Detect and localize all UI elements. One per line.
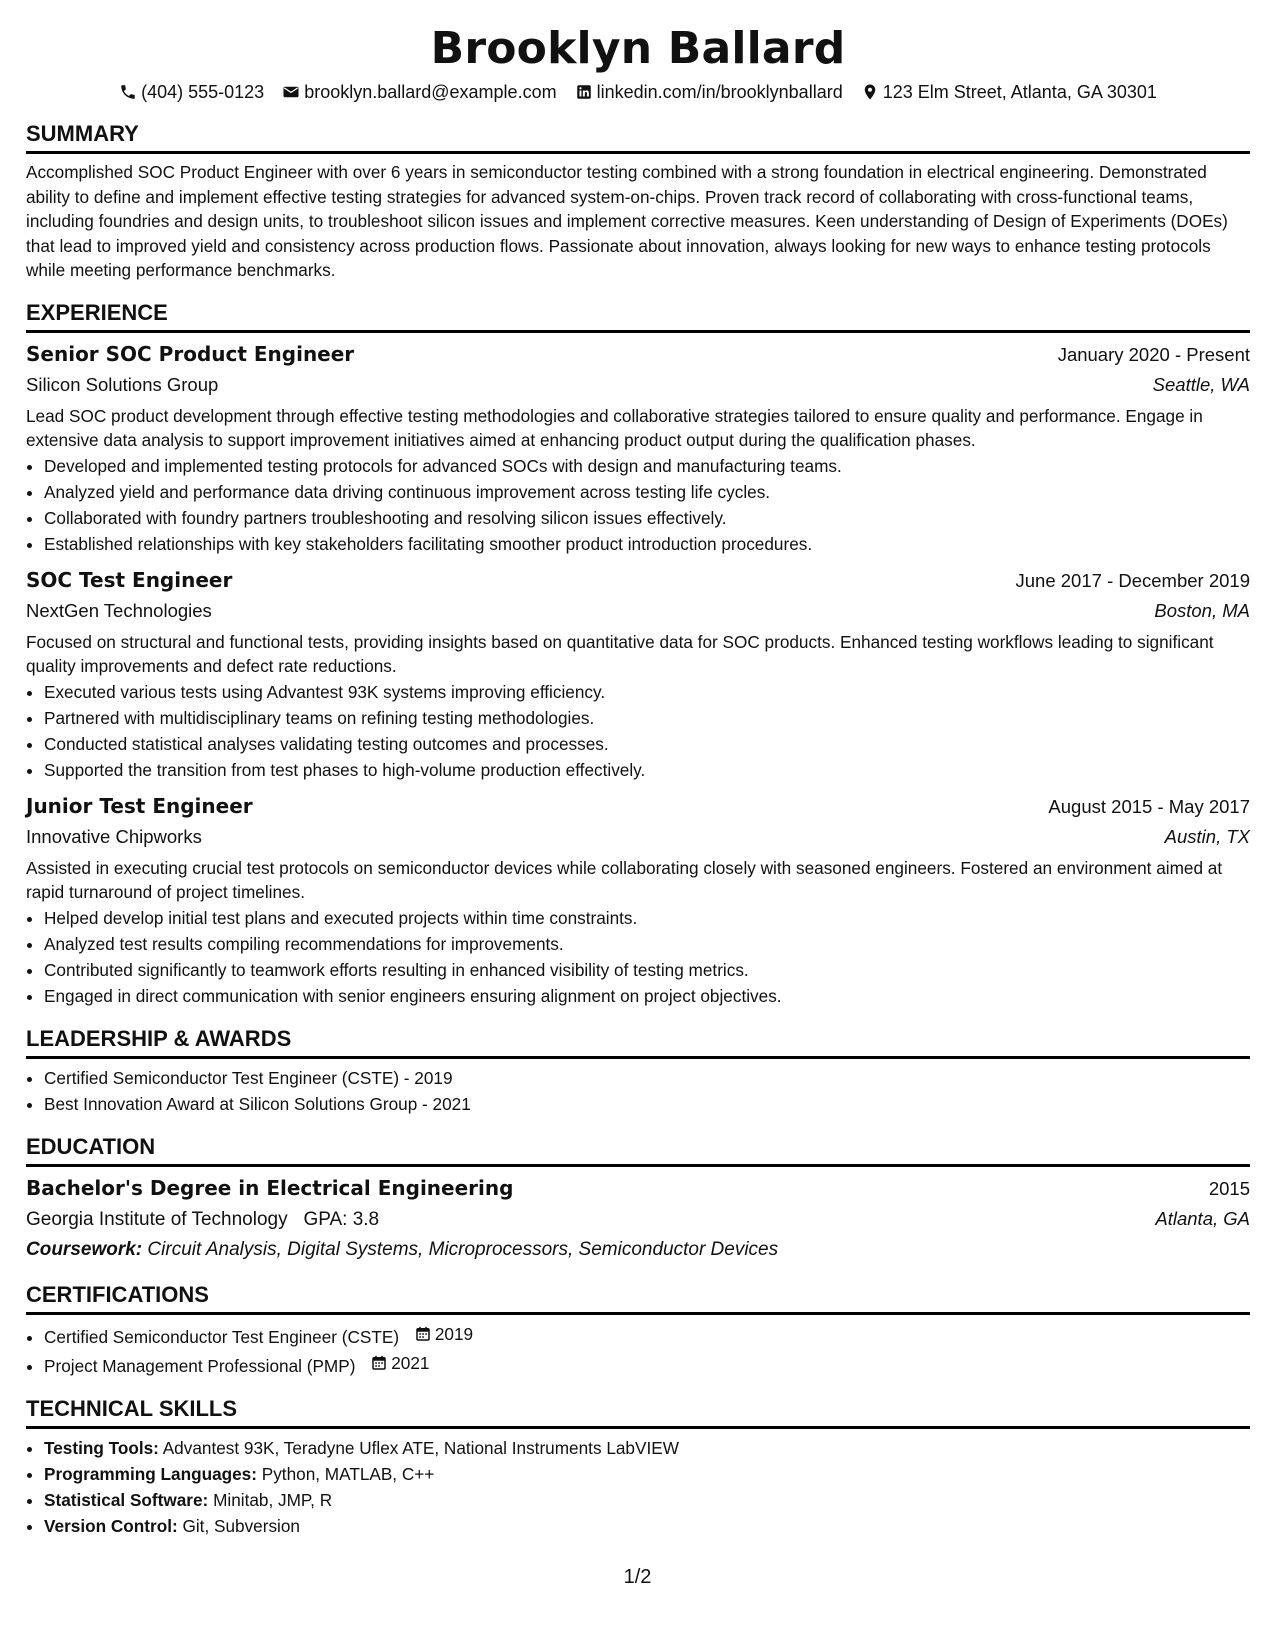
skill-value: Python, MATLAB, C++ [261,1463,435,1484]
cert-year: 2021 [391,1352,430,1373]
job-title: Senior SOC Product Engineer [26,341,355,366]
job-location: Boston, MA [1154,599,1250,621]
skill-value: Minitab, JMP, R [213,1489,333,1510]
section-title-leadership: LEADERSHIP & AWARDS [26,1025,1250,1059]
list-item: • Partnered with multidisciplinary teams on refining testing methodologies. [44,705,1250,731]
job-bullets [26,905,1250,1009]
job-entry [26,791,1250,1009]
job-bullets [26,453,1250,557]
section-title-experience: EXPERIENCE [26,299,1250,333]
coursework-list: Circuit Analysis, Digital Systems, Microprocessors, Semiconductor Devices [147,1238,779,1260]
skill-label: Statistical Software: [44,1489,209,1510]
job-dates: January 2020 - Present [1057,343,1250,365]
cert-date [414,1321,473,1347]
contact-bar [26,80,1250,104]
cert-date [370,1350,429,1376]
contact-address-text: 123 Elm Street, Atlanta, GA 30301 [882,82,1157,102]
list-item [44,1350,1250,1379]
section-title-skills: TECHNICAL SKILLS [26,1395,1250,1429]
contact-linkedin-text: linkedin.com/in/brooklynballard [596,82,843,102]
contact-linkedin[interactable] [575,80,843,104]
list-item [44,1513,1250,1539]
envelope-icon [282,83,300,101]
list-item: • Engaged in direct communication with senior engineers ensuring alignment on project objectives. [44,983,1250,1009]
list-item [44,1435,1250,1461]
list-item: • Conducted statistical analyses validating testing outcomes and processes. [44,731,1250,757]
list-item: • Certified Semiconductor Test Engineer (CSTE) - 2019 [44,1065,1250,1091]
job-entry [26,565,1250,783]
job-company: Silicon Solutions Group [26,373,219,395]
certifications-list [26,1321,1250,1379]
summary-text: Accomplished SOC Product Engineer with over 6 years in semiconductor testing combined with a strong foundation in electrical engineering. Demonstrated ability to define and implement effective testing strategies for advanced system-on-chips. Proven track record of collaborating with cross-functional teams, including foundries and design units, to troubleshoot silicon issues and implement corrective measures. Keen understanding of Design of Experiments (DOEs) that lead to improved yield and consistency across production flows. Passionate about innovation, always looking for new ways to enhance testing protocols while meeting performance benchmarks. [26,162,1228,280]
coursework-line [26,1235,1250,1265]
section-title-education: EDUCATION [26,1133,1250,1167]
job-company: NextGen Technologies [26,599,212,621]
job-location: Austin, TX [1164,825,1250,847]
list-item: • Best Innovation Award at Silicon Solutions Group - 2021 [44,1091,1250,1117]
skill-value: Git, Subversion [182,1515,300,1536]
degree-title: Bachelor's Degree in Electrical Engineering [26,1175,514,1200]
list-item: • Supported the transition from test phases to high-volume production effectively. [44,757,1250,783]
list-item: • Collaborated with foundry partners troubleshooting and resolving silicon issues effectively. [44,505,1250,531]
job-description: Lead SOC product development through effective testing methodologies and collaborative strategies tailored to ensure quality and performance. Engage in extensive data analysis to support improvement initiatives aimed at enhancing product output during the qualification phases. [26,405,1203,450]
contact-phone-text: (404) 555-0123 [141,82,265,102]
contact-phone[interactable] [119,80,264,104]
linkedin-icon [575,83,593,101]
skill-label: Testing Tools: [44,1437,159,1458]
skills-section [26,1395,1250,1539]
candidate-name: Brooklyn Ballard [430,23,846,74]
skill-value: Advantest 93K, Teradyne Uflex ATE, National Instruments LabVIEW [162,1437,679,1458]
certifications-section [26,1281,1250,1379]
contact-email-text: brooklyn.ballard@example.com [304,82,557,102]
job-company: Innovative Chipworks [26,825,202,847]
list-item: • Developed and implemented testing protocols for advanced SOCs with design and manufacturing teams. [44,453,1250,479]
list-item [44,1487,1250,1513]
degree-year: 2015 [1208,1177,1250,1199]
job-location: Seattle, WA [1152,373,1250,395]
school-location: Atlanta, GA [1155,1207,1250,1229]
job-dates: June 2017 - December 2019 [1015,569,1250,591]
school-name: Georgia Institute of Technology [26,1208,288,1230]
section-title-summary: SUMMARY [26,120,1250,154]
job-entry [26,339,1250,557]
list-item: • Contributed significantly to teamwork efforts resulting in enhanced visibility of testing metrics. [44,957,1250,983]
job-dates: August 2015 - May 2017 [1048,795,1250,817]
leadership-list [26,1065,1250,1117]
skill-label: Programming Languages: [44,1463,257,1484]
skills-list [26,1435,1250,1539]
list-item: • Analyzed yield and performance data driving continuous improvement across testing life cycles. [44,479,1250,505]
page-number: 1/2 [623,1566,652,1588]
job-title: SOC Test Engineer [26,567,233,592]
list-item: • Established relationships with key stakeholders facilitating smoother product introduction procedures. [44,531,1250,557]
coursework-label: Coursework: [26,1238,143,1260]
gpa: GPA: 3.8 [303,1208,380,1230]
resume-page [26,0,1250,1539]
map-pin-icon [861,83,879,101]
list-item: • Analyzed test results compiling recommendations for improvements. [44,931,1250,957]
phone-icon [119,83,137,101]
cert-year: 2019 [434,1323,474,1344]
leadership-section [26,1025,1250,1117]
contact-email[interactable] [282,80,556,104]
list-item [44,1321,1250,1350]
section-title-certifications: CERTIFICATIONS [26,1281,1250,1315]
school-line [26,1205,379,1235]
education-section [26,1133,1250,1265]
job-bullets [26,679,1250,783]
job-description: Focused on structural and functional tests, providing insights based on quantitative data for SOC products. Enhanced testing workflows leading to significant quality improvements and defect rate reductions. [26,631,1214,676]
list-item: • Helped develop initial test plans and executed projects within time constraints. [44,905,1250,931]
skill-label: Version Control: [44,1515,178,1536]
job-title: Junior Test Engineer [26,793,253,818]
job-description: Assisted in executing crucial test protocols on semiconductor devices while collaborating closely with seasoned engineers. Fostered an environment aimed at rapid turnaround of project timelines. [26,857,1223,902]
calendar-icon [414,1325,432,1343]
contact-address [861,80,1157,104]
summary-section [26,120,1250,283]
list-item [44,1461,1250,1487]
cert-name: Certified Semiconductor Test Engineer (CSTE) [44,1326,400,1347]
cert-name: Project Management Professional (PMP) [44,1355,356,1376]
calendar-icon [370,1354,388,1372]
list-item: • Executed various tests using Advantest 93K systems improving efficiency. [44,679,1250,705]
experience-section [26,299,1250,1009]
